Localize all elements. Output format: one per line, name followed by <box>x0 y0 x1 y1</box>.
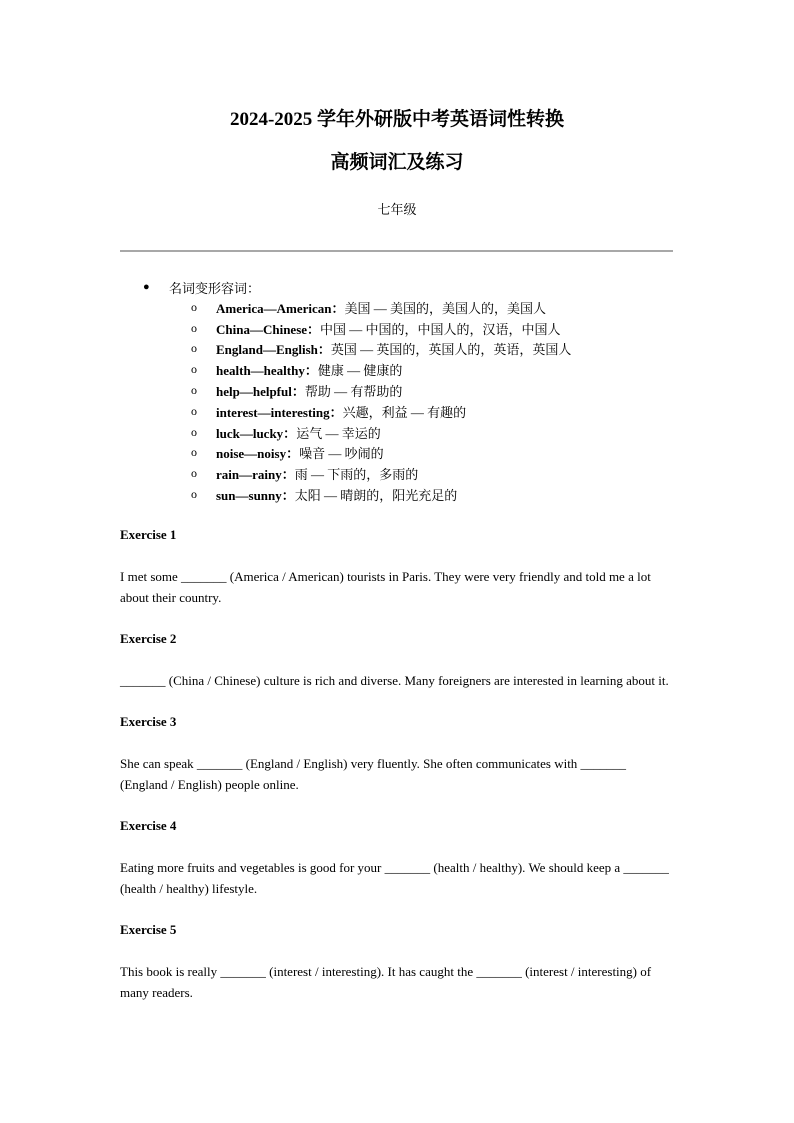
exercise-text: She can speak _______ (England / English) very fluently. She often communicates with _______ (England / English) people online. <box>120 756 627 792</box>
vocab-meaning: 噪音 — 吵闹的 <box>299 446 384 462</box>
exercises-section <box>120 525 673 1024</box>
vocab-item <box>143 463 571 484</box>
exercise-title: Exercise 1 <box>120 527 177 542</box>
vocab-term: rain—rainy： <box>216 467 295 483</box>
vocab-term: help—helpful： <box>216 384 305 400</box>
circle-bullet-icon: o <box>191 341 197 356</box>
circle-bullet-icon: o <box>191 362 197 377</box>
circle-bullet-icon: o <box>191 445 197 460</box>
circle-bullet-icon: o <box>191 403 197 418</box>
vocab-meaning: 美国 — 美国的，美国人的，美国人 <box>344 300 547 316</box>
vocab-item <box>143 443 571 464</box>
exercise-block <box>120 712 673 795</box>
vocab-list <box>143 297 571 505</box>
vocab-item <box>143 318 571 339</box>
vocab-item <box>143 401 571 422</box>
vocab-term: luck—lucky： <box>216 425 297 441</box>
vocab-meaning: 太阳 — 晴朗的，阳光充足的 <box>294 488 458 504</box>
vocab-term: England—English： <box>216 342 331 358</box>
vocab-meaning: 运气 — 幸运的 <box>296 425 381 441</box>
vocab-item <box>143 422 571 443</box>
vocab-meaning: 健康 — 健康的 <box>317 363 403 379</box>
circle-bullet-icon: o <box>191 320 197 335</box>
vocab-term: interest—interesting： <box>216 404 343 420</box>
vocab-meaning: 中国 — 中国的，中国人的，汉语，中国人 <box>320 321 561 337</box>
exercise-title: Exercise 5 <box>120 922 177 937</box>
vocab-heading-row <box>143 277 571 297</box>
vocab-heading: 名词变形容词： <box>169 280 261 296</box>
vocab-item <box>143 297 571 318</box>
vocab-term: health—healthy： <box>216 363 318 379</box>
exercise-text: _______ (China / Chinese) culture is rich and diverse. Many foreigners are interested in learning about it. <box>120 673 669 688</box>
exercise-title: Exercise 2 <box>120 631 177 646</box>
exercise-text: This book is really _______ (interest / interesting). It has caught the _______ (interest / interesting) of many readers. <box>120 964 652 1000</box>
exercise-text: I met some _______ (America / American) tourists in Paris. They were very friendly and told me a lot about their country. <box>120 569 651 605</box>
exercise-title: Exercise 4 <box>120 818 177 833</box>
vocab-meaning: 兴趣，利益 — 有趣的 <box>342 404 467 420</box>
vocab-term: China—Chinese： <box>216 321 321 337</box>
circle-bullet-icon: o <box>191 383 197 398</box>
document-subtitle: 高频词汇及练习 <box>330 152 464 173</box>
circle-bullet-icon: o <box>191 424 197 439</box>
vocab-term: sun—sunny： <box>216 488 295 504</box>
vocab-term: noise—noisy： <box>216 446 300 462</box>
bullet-dot-icon: ● <box>143 281 150 293</box>
exercise-title: Exercise 3 <box>120 714 177 729</box>
exercise-block <box>120 525 673 608</box>
exercise-text: Eating more fruits and vegetables is good for your _______ (health / healthy). We should keep a _______ (health / healthy) lifestyle. <box>120 860 669 896</box>
document-title: 2024-2025 学年外研版中考英语词性转换 <box>229 109 565 130</box>
exercise-block <box>120 920 673 1003</box>
vocab-meaning: 帮助 — 有帮助的 <box>304 384 403 400</box>
vocab-meaning: 英国 — 英国的，英国人的，英语，英国人 <box>330 342 572 358</box>
vocab-term: America—American： <box>216 300 345 316</box>
grade-label: 七年级 <box>377 202 417 217</box>
vocab-item <box>143 484 571 505</box>
vocab-item <box>143 339 571 360</box>
horizontal-divider <box>120 250 673 252</box>
vocab-item <box>143 359 571 380</box>
exercise-block <box>120 816 673 899</box>
circle-bullet-icon: o <box>191 487 197 502</box>
exercise-block <box>120 629 673 691</box>
circle-bullet-icon: o <box>191 466 197 481</box>
vocab-meaning: 雨 — 下雨的，多雨的 <box>294 467 419 483</box>
vocab-item <box>143 380 571 401</box>
vocab-section <box>143 277 571 505</box>
circle-bullet-icon: o <box>191 299 197 314</box>
